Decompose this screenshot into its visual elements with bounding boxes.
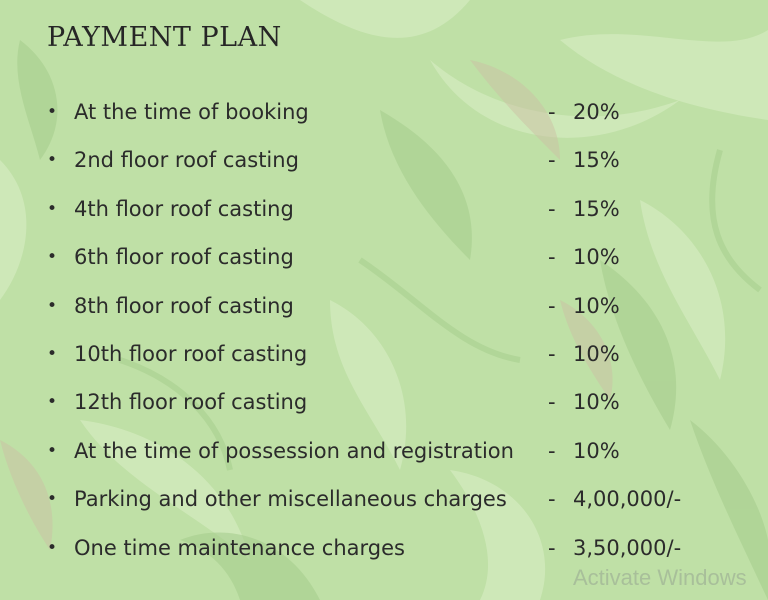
bullet-icon: • [47, 440, 58, 461]
list-item [0, 332, 768, 380]
stage-label: 10th floor roof casting [74, 341, 308, 366]
separator: - [548, 487, 556, 512]
list-item [0, 429, 768, 477]
bullet-icon: • [47, 392, 58, 413]
stage-label: One time maintenance charges [74, 535, 405, 560]
activation-watermark: Activate Windows [573, 565, 747, 590]
amount-value: 10% [573, 341, 620, 366]
stage-label: At the time of booking [74, 100, 309, 124]
list-item [0, 477, 768, 525]
list-item [0, 187, 768, 235]
bullet-icon: • [47, 537, 58, 558]
bullet-icon: • [47, 102, 58, 122]
stage-label: At the time of possession and registration [74, 438, 514, 463]
stage-label: 4th floor roof casting [74, 196, 294, 221]
amount-value: 10% [573, 293, 620, 318]
bullet-icon: • [47, 489, 58, 510]
stage-label: 8th floor roof casting [74, 293, 294, 318]
separator: - [548, 390, 556, 415]
stage-label: 2nd floor roof casting [74, 148, 299, 173]
separator: - [548, 196, 556, 221]
stage-label: Parking and other miscellaneous charges [74, 487, 507, 512]
separator: - [548, 535, 556, 560]
payment-plan-list [0, 90, 768, 574]
amount-value: 3,50,000/- [573, 535, 682, 560]
bullet-icon: • [47, 150, 58, 171]
list-item [0, 284, 768, 332]
amount-value: 4,00,000/- [573, 487, 682, 512]
bullet-icon: • [47, 343, 58, 364]
page-title: PAYMENT PLAN [47, 22, 282, 53]
separator: - [548, 438, 556, 463]
stage-label: 6th floor roof casting [74, 245, 294, 270]
list-item [0, 138, 768, 186]
separator: - [548, 100, 556, 124]
amount-value: 10% [573, 390, 620, 415]
bullet-icon: • [47, 295, 58, 316]
stage-label: 12th floor roof casting [74, 390, 308, 415]
bullet-icon: • [47, 198, 58, 219]
separator: - [548, 245, 556, 270]
bullet-icon: • [47, 247, 58, 268]
amount-value: 10% [573, 245, 620, 270]
list-item [0, 90, 768, 138]
amount-value: 15% [573, 148, 620, 173]
list-item [0, 235, 768, 283]
list-item [0, 380, 768, 428]
amount-value: 10% [573, 438, 620, 463]
amount-value: 15% [573, 196, 620, 221]
separator: - [548, 148, 556, 173]
amount-value: 20% [573, 100, 620, 124]
separator: - [548, 341, 556, 366]
separator: - [548, 293, 556, 318]
